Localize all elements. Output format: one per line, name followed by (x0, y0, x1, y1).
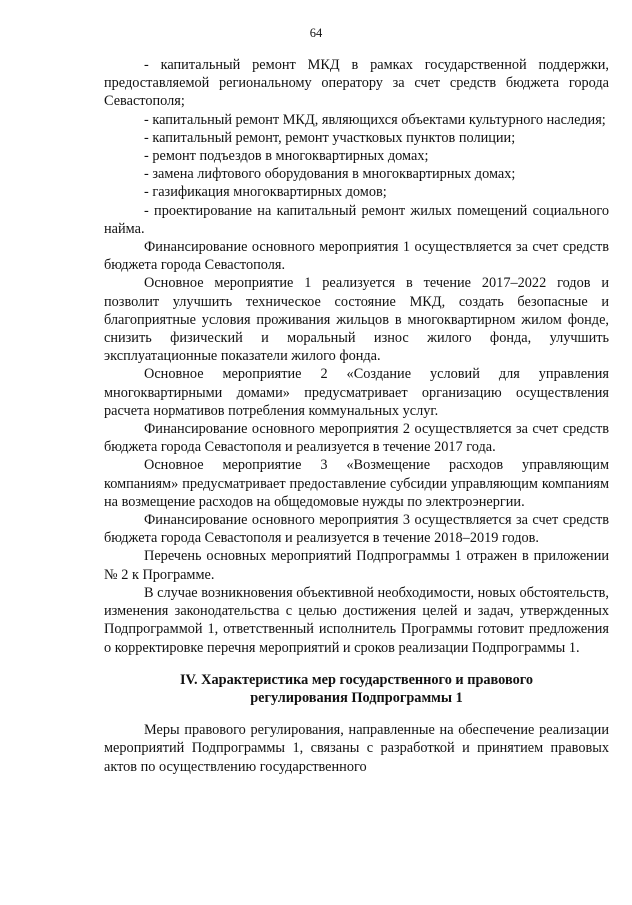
list-item: - капитальный ремонт МКД в рамках государственной поддержки, предоставляемой региональному оператору за счет средств бюджета города Севастополя; (104, 57, 609, 110)
page-number: 64 (309, 26, 323, 40)
list-item: - капитальный ремонт МКД, являющихся объектами культурного наследия; (144, 111, 606, 128)
paragraph: Основное мероприятие 3 «Возмещение расходов управляющим компаниям» предусматривает предоставление субсидии управляющим компаниям на возмещение расходов на общедомовые нужды по электроэнергии. (104, 457, 609, 510)
paragraph: Финансирование основного мероприятия 2 осуществляется за счет средств бюджета города Севастополя и реализуется в течение 2017 года. (104, 421, 609, 456)
list-item: - газификация многоквартирных домов; (144, 184, 387, 201)
paragraph: Основное мероприятие 2 «Создание условий для управления многоквартирными домами» предусматривает организацию осуществления расчета нормативов потребления коммунальных услуг. (104, 366, 609, 419)
paragraph: Меры правового регулирования, направленные на обеспечение реализации мероприятий Подпрограммы 1, связаны с разработкой и принятием правовых актов по осуществлению государственного (104, 722, 609, 775)
list-item: - замена лифтового оборудования в многоквартирных домах; (144, 166, 516, 183)
section-heading-line: IV. Характеристика мер государственного и правового (179, 671, 534, 688)
paragraph: В случае возникновения объективной необходимости, новых обстоятельств, изменения законодательства с целью достижения целей и задач, утвержденных Подпрограммой 1, ответственный исполнитель Программы готовит предложения о корректировке перечня мероприятий и сроков реализации Подпрограммы 1. (104, 584, 609, 656)
list-item: - проектирование на капитальный ремонт жилых помещений социального найма. (104, 202, 609, 237)
spacer (104, 657, 609, 671)
paragraph: Финансирование основного мероприятия 3 осуществляется за счет средств бюджета города Севастополя и реализуется в течение 2018–2019 годов. (104, 512, 609, 547)
paragraph: Перечень основных мероприятий Подпрограммы 1 отражен в приложении № 2 к Программе. (104, 548, 609, 583)
list-item: - капитальный ремонт, ремонт участковых пунктов полиции; (144, 129, 516, 146)
paragraph: Основное мероприятие 1 реализуется в течение 2017–2022 годов и позволит улучшить техническое состояние МКД, создать безопасные и благоприятные условия проживания жильцов в многоквартирном жилом фонде, снизить физический и моральный износ жилого фонда, улучшить эксплуатационные показатели жилого фонда. (104, 275, 609, 365)
list-item: - ремонт подъездов в многоквартирных домах; (144, 148, 429, 165)
section-heading-line: регулирования Подпрограммы 1 (250, 689, 463, 706)
section-heading (104, 671, 609, 707)
document-body (104, 56, 609, 776)
spacer (104, 707, 609, 721)
paragraph: Финансирование основного мероприятия 1 осуществляется за счет средств бюджета города Севастополя. (104, 239, 609, 274)
